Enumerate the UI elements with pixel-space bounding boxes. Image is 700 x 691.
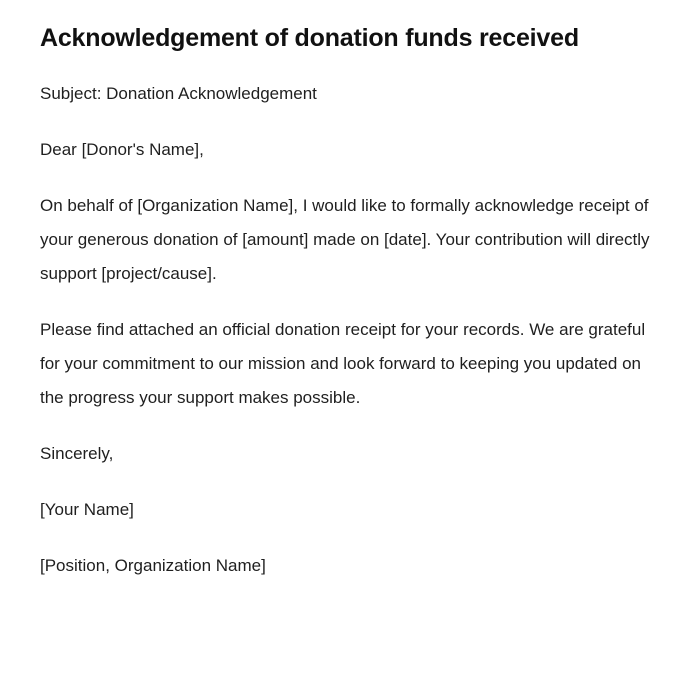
paragraph-closing: Sincerely, (40, 443, 114, 463)
page-title: Acknowledgement of donation funds received (40, 24, 579, 52)
paragraph-body-1: On behalf of [Organization Name], I would like to formally acknowledge receipt of your generous donation of [amount] made on [date]. Your contribution will directly support [project/cause]. (40, 195, 650, 283)
paragraph-body-2: Please find attached an official donation receipt for your records. We are grateful for your commitment to our mission and look forward to keeping you updated on the progress your support makes possible. (40, 319, 646, 407)
paragraph-subject: Subject: Donation Acknowledgement (40, 83, 317, 103)
paragraph-salutation: Dear [Donor's Name], (40, 139, 204, 159)
paragraph-signature-name: [Your Name] (40, 499, 134, 519)
paragraph-signature-position: [Position, Organization Name] (40, 555, 266, 575)
